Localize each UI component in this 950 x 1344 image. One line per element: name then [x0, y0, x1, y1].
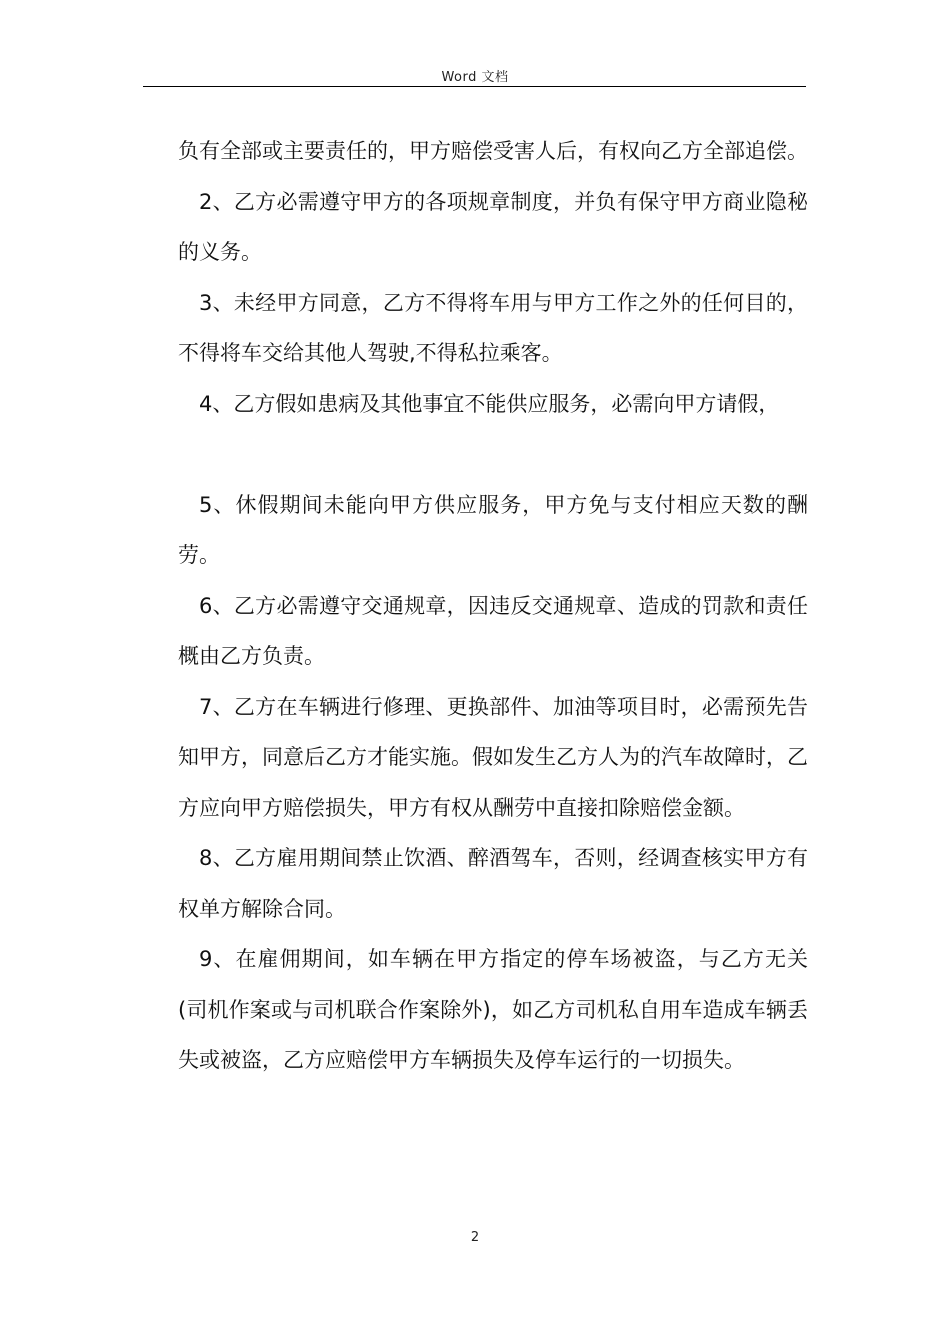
paragraph-clause-4: 4、乙方假如患病及其他事宜不能供应服务，必需向甲方请假，: [199, 391, 780, 416]
paragraph-clause-6: 6、乙方必需遵守交通规章，因违反交通规章、造成的罚款和责任概由乙方负责。: [178, 593, 808, 668]
page-number: 2: [470, 1230, 480, 1245]
blank-line: [178, 429, 808, 480]
header-rule: [143, 86, 806, 87]
paragraph-clause-9: 9、在雇佣期间，如车辆在甲方指定的停车场被盗，与乙方无关(司机作案或与司机联合作案除外)，如乙方司机私自用车造成车辆丢失或被盗，乙方应赔偿甲方车辆损失及停车运行的一切损失。: [178, 947, 808, 1072]
header-title: Word 文档: [441, 70, 509, 85]
paragraph-clause-7: 7、乙方在车辆进行修理、更换部件、加油等项目时，必需预先告知甲方，同意后乙方才能实施。假如发生乙方人为的汽车故障时，乙方应向甲方赔偿损失，甲方有权从酬劳中直接扣除赔偿金额。: [178, 694, 808, 820]
paragraph-clause-3: 3、未经甲方同意，乙方不得将车用与甲方工作之外的任何目的，不得将车交给其他人驾驶,不得私拉乘客。: [178, 290, 808, 365]
paragraph-clause-8: 8、乙方雇用期间禁止饮酒、醉酒驾车，否则，经调查核实甲方有权单方解除合同。: [178, 846, 808, 921]
paragraph-continuation: 负有全部或主要责任的，甲方赔偿受害人后，有权向乙方全部追偿。: [178, 139, 808, 163]
document-body: [178, 126, 808, 1086]
paragraph-clause-5: 5、休假期间未能向甲方供应服务，甲方免与支付相应天数的酬劳。: [178, 492, 808, 567]
paragraph-clause-2: 2、乙方必需遵守甲方的各项规章制度，并负有保守甲方商业隐秘的义务。: [178, 189, 808, 264]
